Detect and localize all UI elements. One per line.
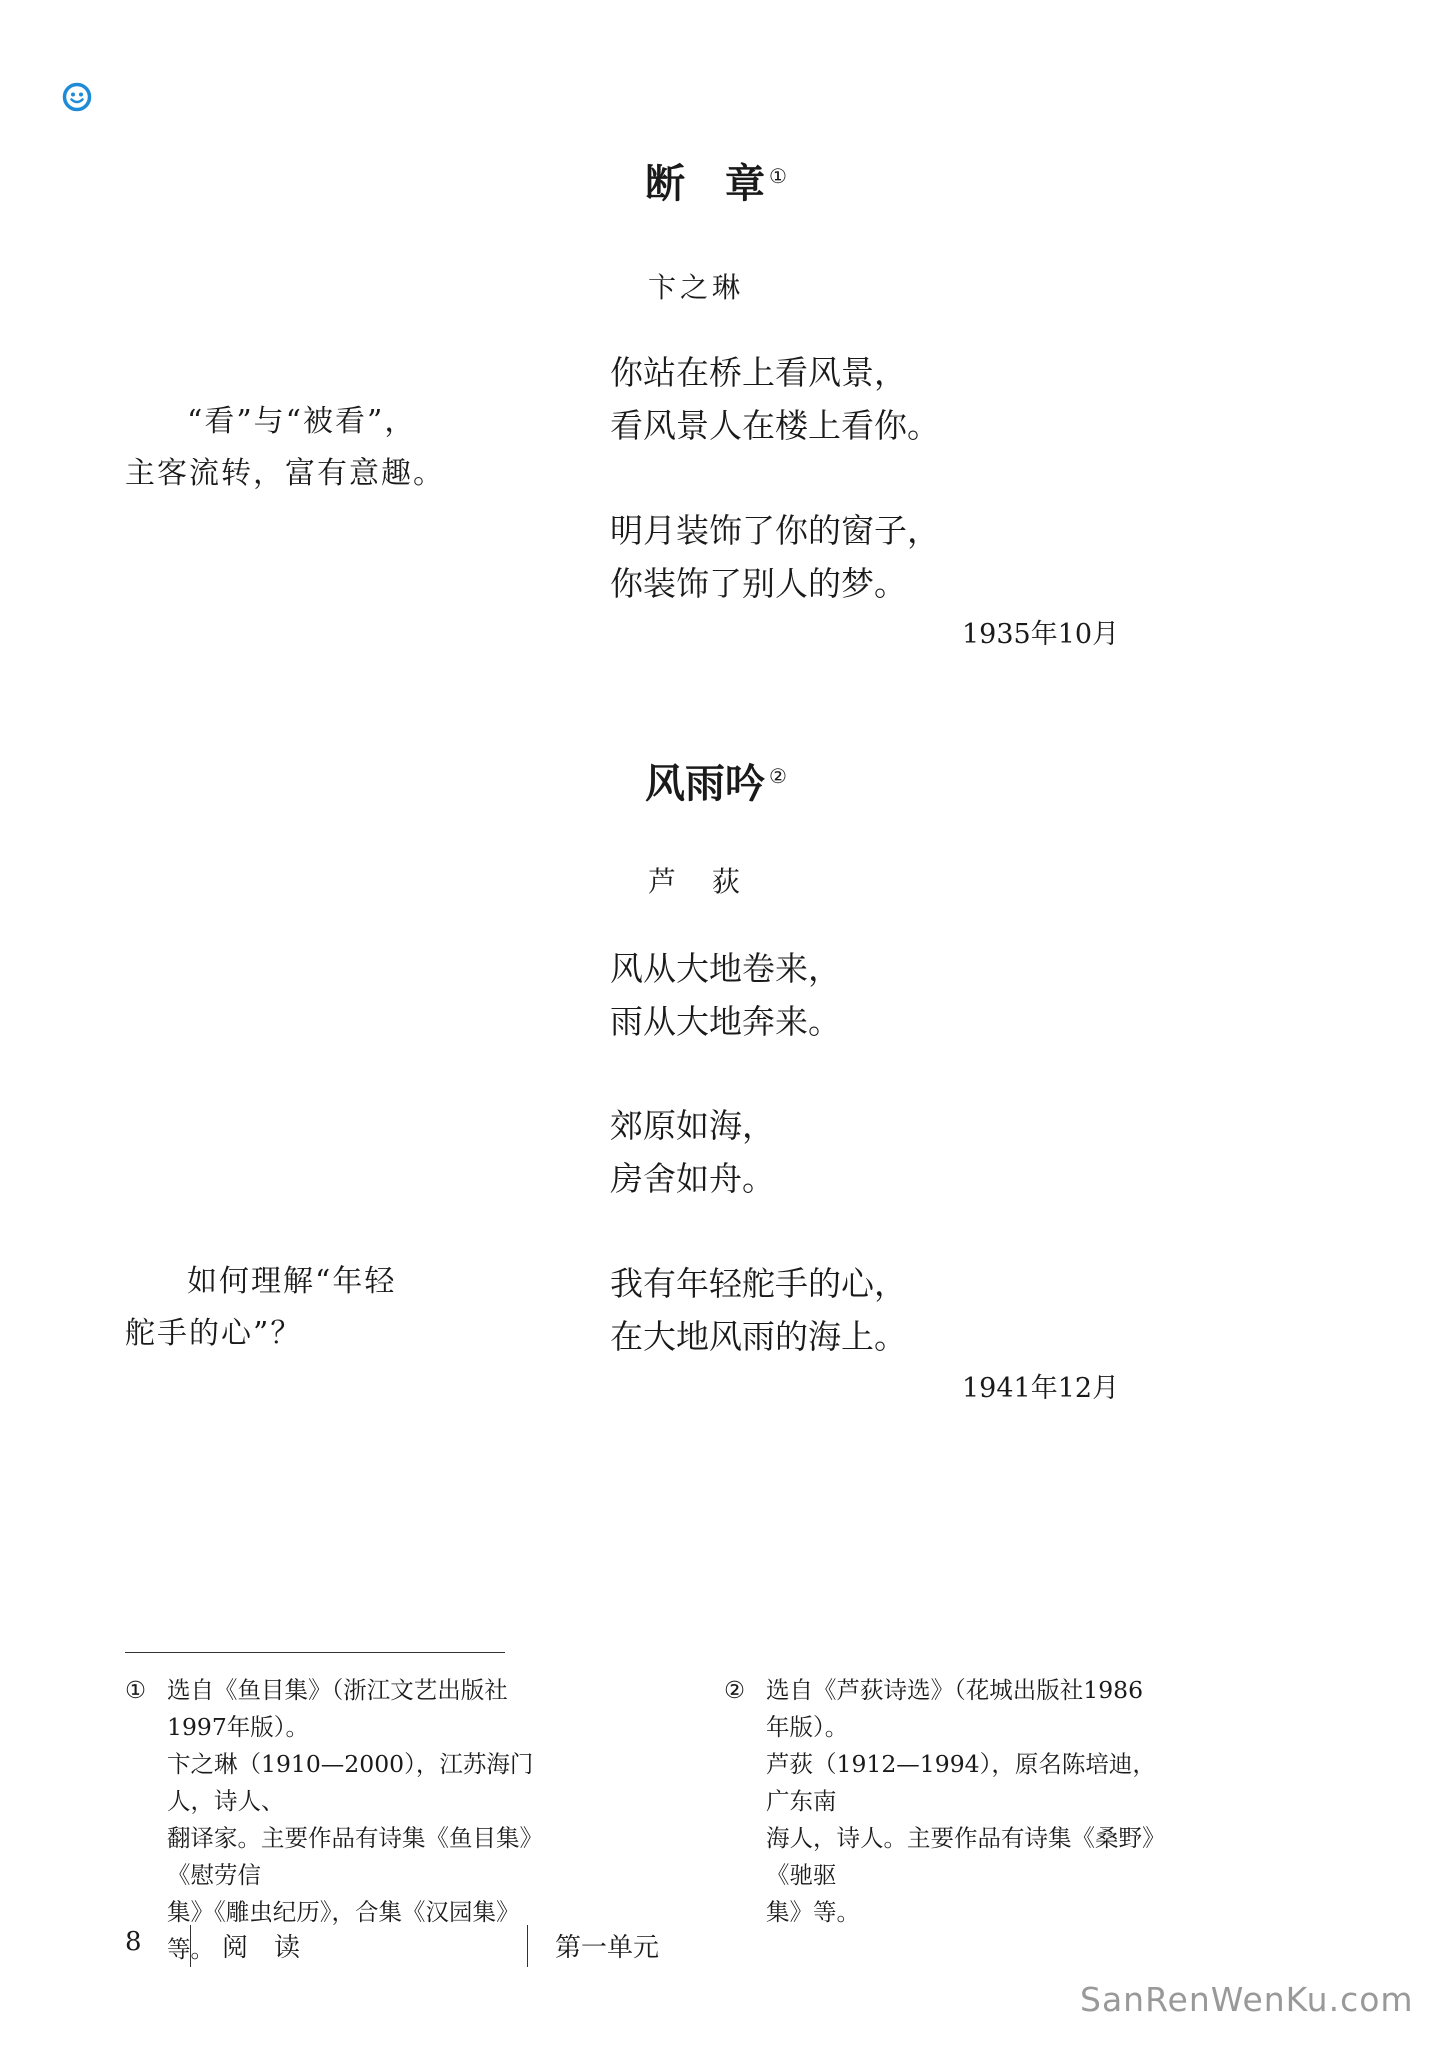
stanza: [610, 1257, 907, 1363]
verse-line: 看风景人在楼上看你。: [610, 406, 940, 445]
unit-label: 第一单元: [555, 1933, 660, 1963]
verse-line: 风从大地卷来，: [610, 949, 841, 988]
verse-line: 明月装饰了你的窗子，: [610, 511, 940, 550]
stanza: [610, 504, 940, 610]
verse-line: 你装饰了别人的梦。: [610, 564, 907, 603]
poem-author: 卞之琳: [648, 271, 745, 304]
verse-line: 雨从大地奔来。: [610, 1002, 841, 1041]
watermark: SanRenWenKu.com: [1080, 1980, 1414, 2019]
footnote: ① 选自《鱼目集》（浙江文艺出版社1997年版）。 卞之琳（1910—2000），江苏海门人，诗人、 翻译家。主要作品有诗集《鱼目集》《慰劳信 集》《雕虫纪历》，合集《汉园集》等。: [167, 1672, 557, 1968]
footnote: ② 选自《芦荻诗选》（花城出版社1986年版）。 芦荻（1912—1994），原名陈培迪，广东南 海人，诗人。主要作品有诗集《桑野》《驰驱 集》等。: [766, 1672, 1156, 1931]
stanza: [610, 346, 940, 452]
poem-date: 1941年12月: [962, 1373, 1120, 1404]
footer-divider: [190, 1925, 191, 1967]
footnote-number: ②: [724, 1676, 746, 1704]
verse-line: 在大地风雨的海上。: [610, 1317, 907, 1356]
poem-date: 1935年10月: [962, 619, 1120, 650]
footnote-mark: ①: [769, 163, 787, 188]
verse-line: 你站在桥上看风景，: [610, 353, 907, 392]
poem-author: 芦 荻: [648, 865, 745, 898]
margin-note: 如何理解“年轻 舵手的心”？: [125, 1264, 397, 1351]
section-label: 阅 读: [222, 1933, 301, 1963]
stanza: [610, 942, 841, 1048]
stanza: [610, 1099, 775, 1205]
footnote-divider: [125, 1652, 505, 1653]
verse-line: 郊原如海，: [610, 1106, 775, 1145]
verse-line: 房舍如舟。: [610, 1159, 775, 1198]
poem-title: 风雨吟 ②: [645, 760, 787, 807]
page-number: 8: [125, 1927, 142, 1957]
margin-note: “看”与“被看”， 主客流转，富有意趣。: [125, 404, 445, 491]
smiley-icon: [62, 82, 92, 112]
verse-line: 我有年轻舵手的心，: [610, 1264, 907, 1303]
footnote-number: ①: [125, 1676, 147, 1704]
footnote-mark: ②: [769, 763, 787, 788]
poem-title: 断 章 ①: [645, 160, 787, 207]
footer-divider: [527, 1925, 528, 1967]
